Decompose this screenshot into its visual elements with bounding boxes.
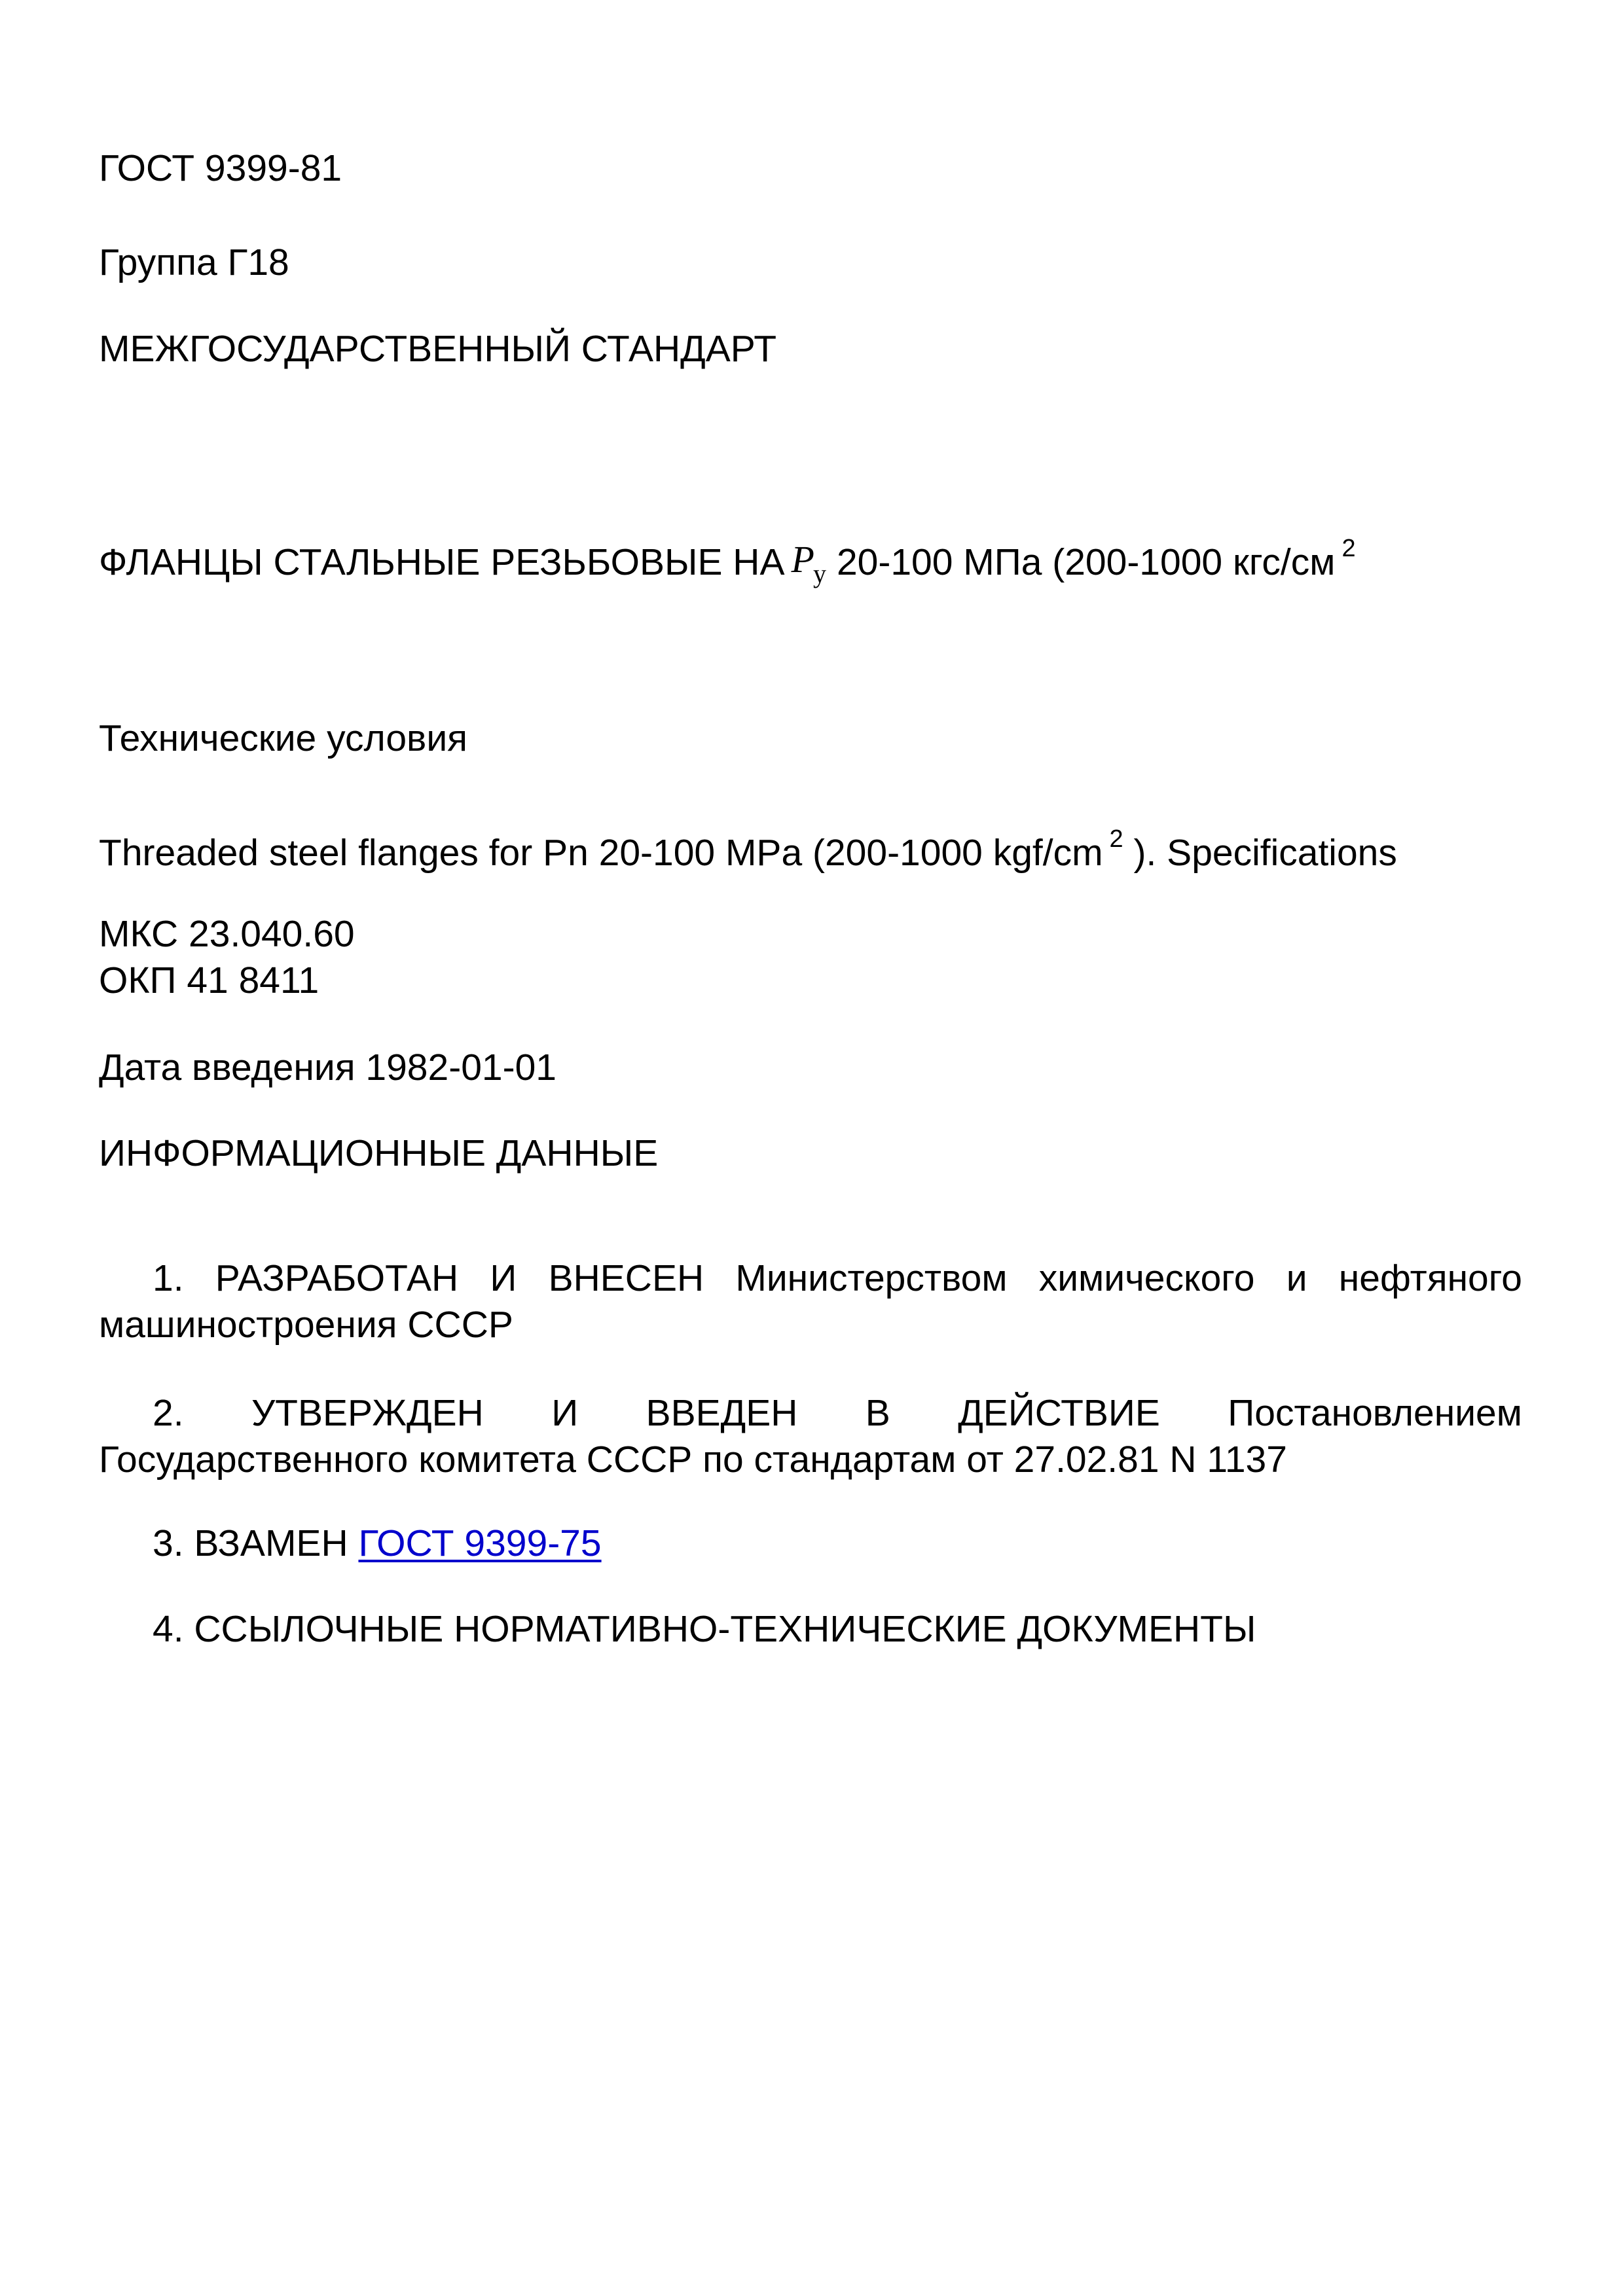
- standard-category: МЕЖГОСУДАРСТВЕННЫЙ СТАНДАРТ: [99, 328, 777, 370]
- info-item-2: [99, 1390, 1522, 1484]
- intro-date: Дата введения 1982-01-01: [99, 1047, 556, 1088]
- mks-code: МКС 23.040.60: [99, 913, 355, 955]
- title-suffix: 20-100 МПа (200-1000 кгс/см: [836, 541, 1336, 583]
- english-title: Threaded steel flanges for Pn 20-100 MPa (200-1000 kgf/cm $^2$ ). Specifications: [99, 825, 1397, 874]
- replaces-label: 3. ВЗАМЕН: [153, 1522, 348, 1564]
- okp-code: ОКП 41 8411: [99, 960, 319, 1001]
- info-item-3: [153, 1520, 602, 1567]
- pressure-symbol: $P_у$: [791, 538, 826, 588]
- gost-9399-75-link[interactable]: ГОСТ 9399-75: [358, 1522, 602, 1564]
- info-item-2-line-1: 2. УТВЕРЖДЕН И ВВЕДЕН В ДЕЙСТВИЕ Постановлением: [153, 1392, 1522, 1434]
- standard-group: Группа Г18: [99, 242, 289, 283]
- title-superscript: 2: [1341, 535, 1356, 562]
- document-title: [99, 533, 1356, 586]
- info-item-1: 1. РАЗРАБОТАН И ВНЕСЕН Министерством химического и нефтяного машиностроения СССР: [99, 1257, 1522, 1346]
- info-item-2-line-2: Государственного комитета СССР по стандартам от 27.02.81 N 1137: [99, 1439, 1287, 1481]
- document-subtitle: Технические условия: [99, 717, 468, 759]
- title-prefix: ФЛАНЦЫ СТАЛЬНЫЕ РЕЗЬБОВЫЕ НА: [99, 541, 785, 583]
- standard-code: ГОСТ 9399-81: [99, 147, 342, 189]
- info-heading: ИНФОРМАЦИОННЫЕ ДАННЫЕ: [99, 1132, 659, 1174]
- english-title-superscript: 2: [1109, 825, 1123, 853]
- info-item-4: 4. ССЫЛОЧНЫЕ НОРМАТИВНО-ТЕХНИЧЕСКИЕ ДОКУМЕНТЫ: [153, 1608, 1256, 1650]
